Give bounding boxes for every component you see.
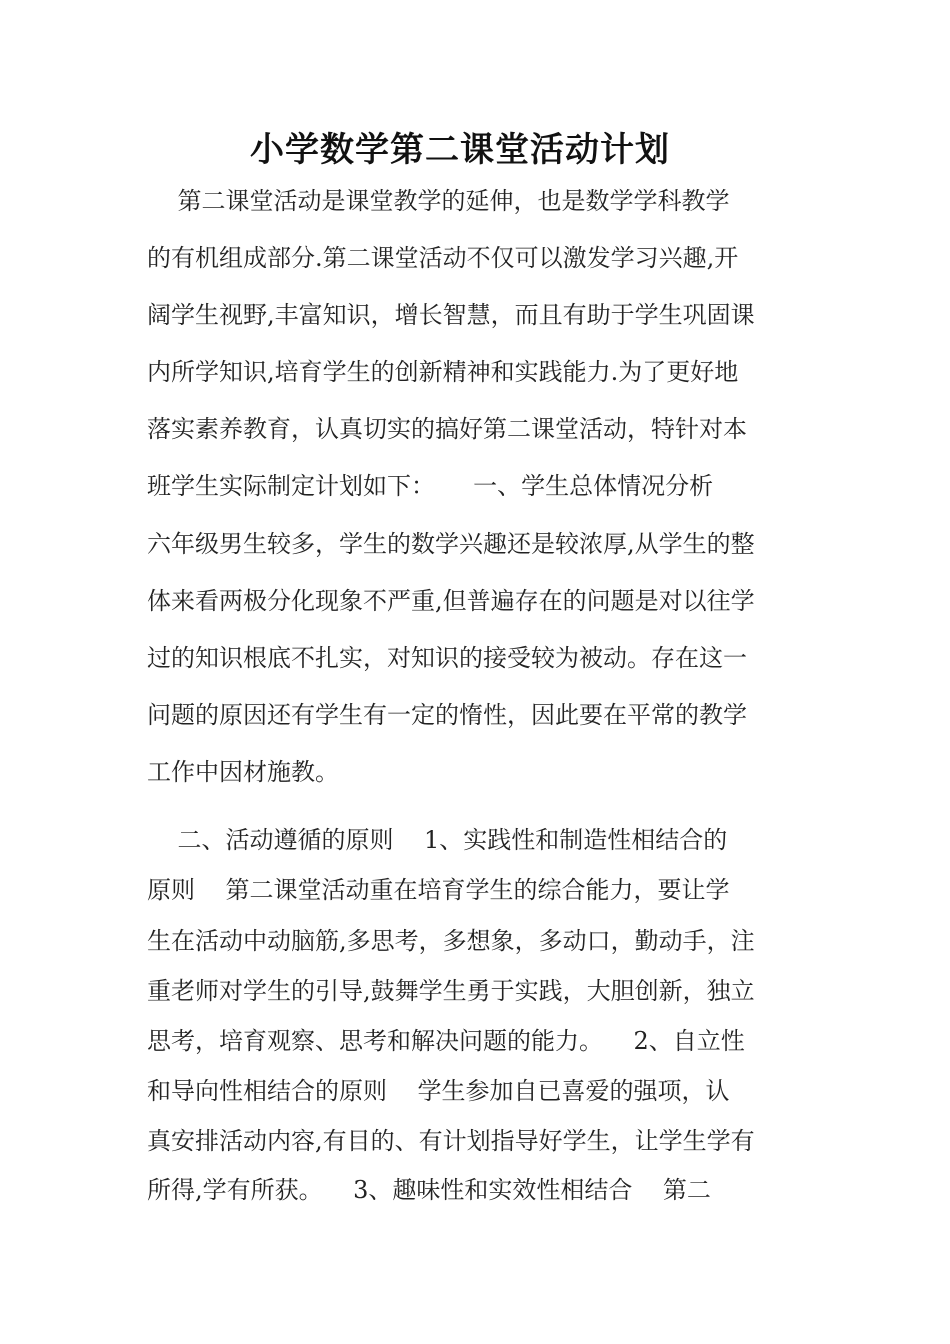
- body-line: 的有机组成部分.第二课堂活动不仅可以激发学习兴趣,开: [147, 244, 739, 272]
- body-line: 班学生实际制定计划如下： 一、学生总体情况分析: [147, 472, 714, 500]
- body-line: 和导向性相结合的原则 学生参加自已喜爱的强项，认: [147, 1077, 730, 1105]
- body-line: 六年级男生较多，学生的数学兴趣还是较浓厚,从学生的整: [147, 530, 755, 558]
- body-line: 原则 第二课堂活动重在培育学生的综合能力，要让学: [147, 876, 730, 904]
- body-line: 第二课堂活动是课堂教学的延伸，也是数学学科教学: [147, 187, 730, 215]
- body-line: 生在活动中动脑筋,多思考，多想象，多动口，勤动手，注: [147, 927, 755, 955]
- body-line: 过的知识根底不扎实，对知识的接受较为被动。存在这一: [147, 644, 747, 672]
- body-line: 落实素养教育，认真切实的搞好第二课堂活动，特针对本: [147, 415, 747, 443]
- body-line: 体来看两极分化现象不严重,但普遍存在的问题是对以往学: [147, 587, 755, 615]
- body-line: 工作中因材施教。: [147, 758, 339, 786]
- page-title: 小学数学第二课堂活动计划: [250, 130, 670, 170]
- body-line: 重老师对学生的引导,鼓舞学生勇于实践，大胆创新，独立: [147, 977, 755, 1005]
- body-line: 思考，培育观察、思考和解决问题的能力。 2、自立性: [147, 1027, 745, 1055]
- body-line: 阔学生视野,丰富知识，增长智慧，而且有助于学生巩固课: [147, 301, 755, 329]
- body-line: 内所学知识,培育学生的创新精神和实践能力.为了更好地: [147, 358, 739, 386]
- body-line: 所得,学有所获。 3、趣味性和实效性相结合 第二: [147, 1176, 711, 1204]
- body-line: 问题的原因还有学生有一定的惰性，因此要在平常的教学: [147, 701, 747, 729]
- body-line: 真安排活动内容,有目的、有计划指导好学生，让学生学有: [147, 1127, 755, 1155]
- body-line: 二、活动遵循的原则 1、实践性和制造性相结合的: [147, 826, 728, 854]
